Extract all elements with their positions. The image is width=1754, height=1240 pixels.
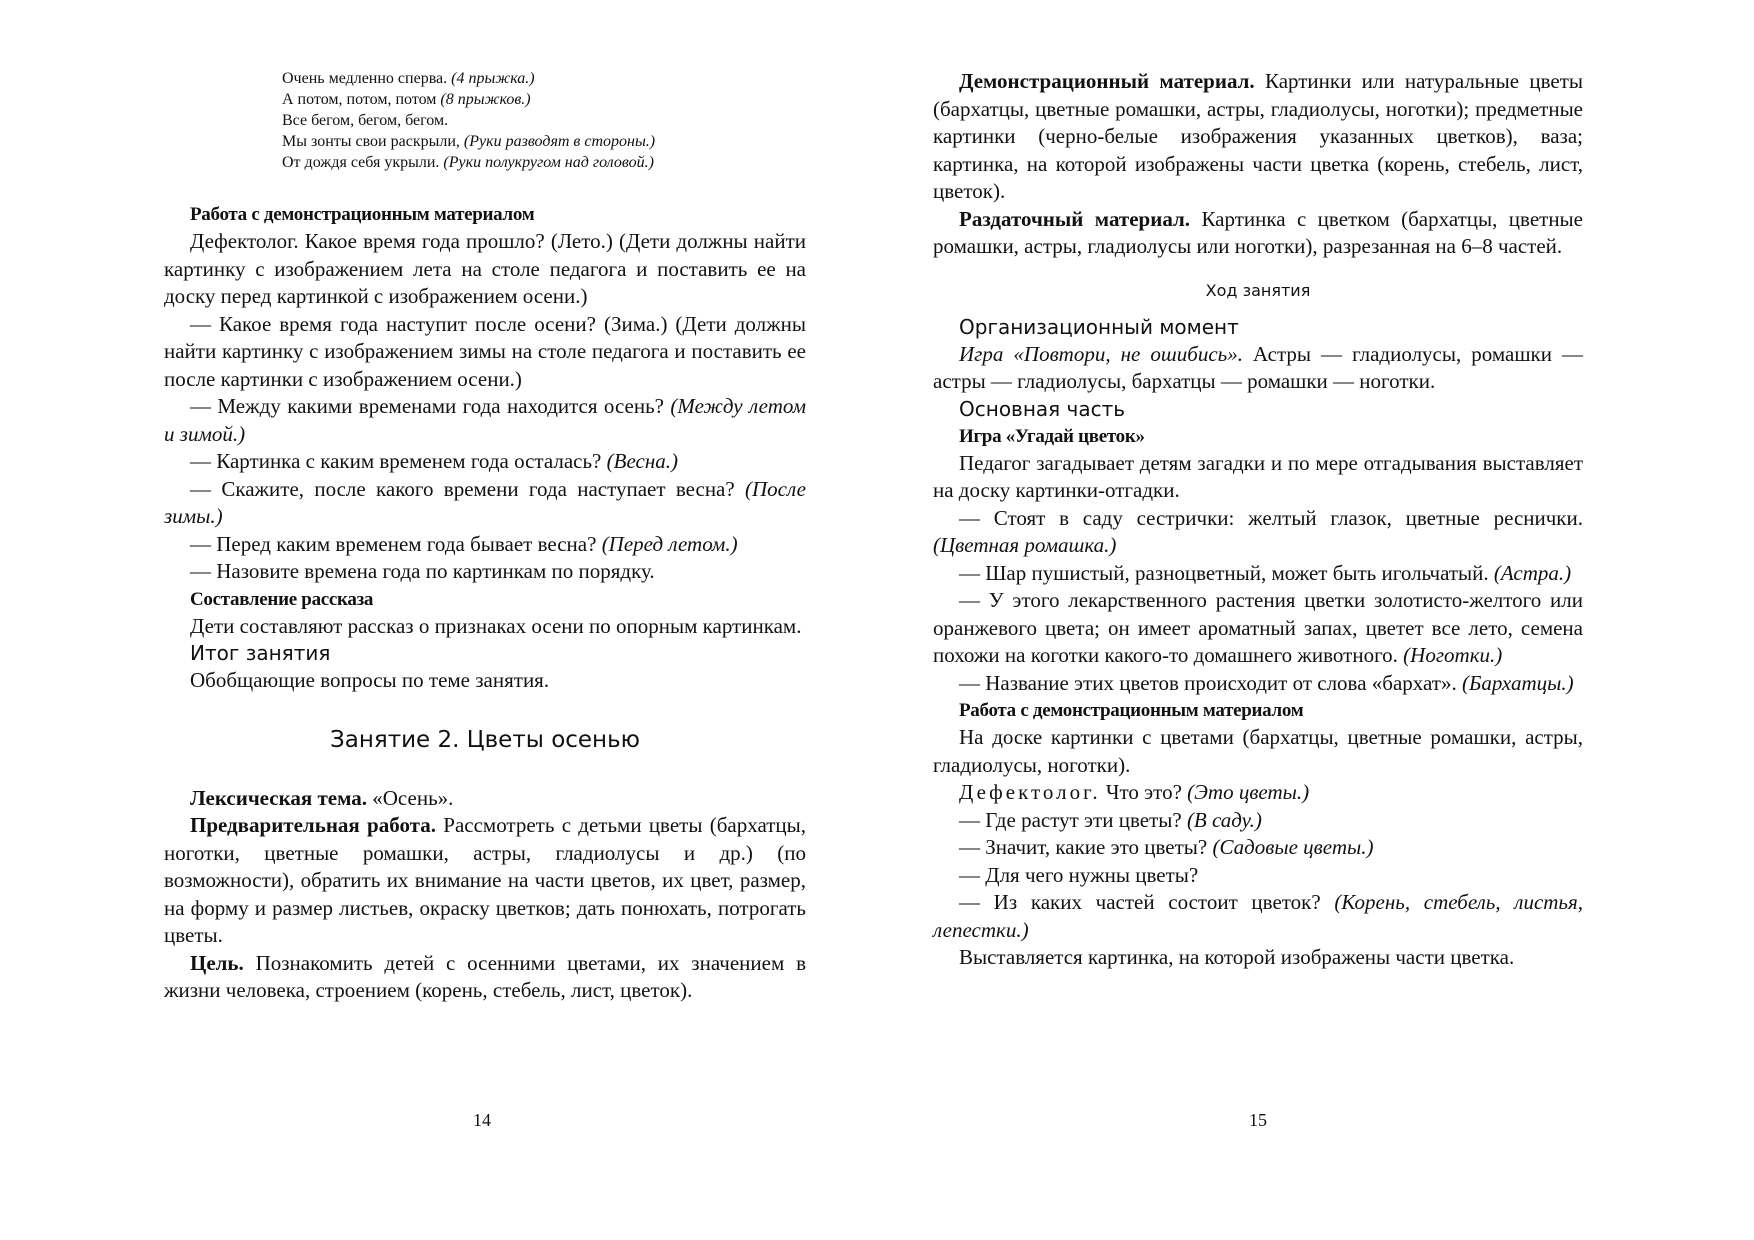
paragraph: — Значит, какие это цветы? (Садовые цветы.) <box>959 835 1374 859</box>
paragraph: — У этого лекарственного растения цветки золотисто-желтого или оранжевого цвета; он имеет ароматный запах, цветет все лето, семена похожи на коготки какого-то домашнего животного. (Ноготки.) <box>933 588 1583 667</box>
paragraph: — Картинка с каким временем года осталась? (Весна.) <box>190 449 678 473</box>
paragraph: Раздаточный материал. Картинка с цветком (бархатцы, цветные ромашки, астры, гладиолусы или ноготки), разрезанная на 6–8 частей. <box>933 206 1583 258</box>
paragraph: — Из каких частей состоит цветок? (Корень, стебель, листья, лепестки.) <box>933 890 1583 942</box>
paragraph: Цель. Познакомить детей с осенними цветами, их значением в жизни человека, строением (корень, стебель, лист, цветок). <box>164 950 806 1002</box>
paragraph: — Перед каким временем года бывает весна? (Перед летом.) <box>190 531 738 556</box>
verse-line: Очень медленно сперва. (4 прыжка.) <box>282 70 535 87</box>
verse-block <box>282 68 806 173</box>
section-heading: Составление рассказа <box>190 588 374 610</box>
paragraph: Выставляется картинка, на которой изображены части цветка. <box>959 945 1515 969</box>
left-page-column <box>164 68 806 1005</box>
paragraph: Дети составляют рассказ о признаках осени по опорным картинкам. <box>190 613 802 638</box>
paragraph: — Название этих цветов происходит от слова «бархат». (Бархатцы.) <box>959 670 1574 695</box>
paragraph: Обобщающие вопросы по теме занятия. <box>190 668 550 692</box>
paragraph: — Между какими временами года находится осень? (Между летом и зимой.) <box>164 394 806 446</box>
right-page <box>877 0 1754 1240</box>
paragraph: На доске картинки с цветами (бархатцы, цветные ромашки, астры, гладиолусы, ноготки). <box>933 725 1583 777</box>
paragraph: — Для чего нужны цветы? <box>959 862 1199 887</box>
verse-line: Все бегом, бегом, бегом. <box>282 112 449 129</box>
paragraph: — Назовите времена года по картинкам по порядку. <box>190 559 655 583</box>
section-heading: Основная часть <box>959 396 1126 421</box>
section-title: Ход занятия <box>1205 280 1311 300</box>
right-page-column <box>933 68 1583 972</box>
page-number: 14 <box>473 1110 491 1130</box>
section-heading: Игра «Угадай цветок» <box>959 425 1145 447</box>
paragraph: — Где растут эти цветы? (В саду.) <box>959 807 1262 832</box>
paragraph: Дефектолог. Что это? (Это цветы.) <box>959 780 1310 804</box>
paragraph: — Скажите, после какого времени года наступает весна? (После зимы.) <box>164 476 806 528</box>
chapter-title: Занятие 2. Цветы осенью <box>329 726 641 753</box>
paragraph: Предварительная работа. Рассмотреть с детьми цветы (бархатцы, ноготки, цветные ромашки, астры, гладиолусы и др.) (по возможности), обратить их внимание на части цветов, их цвет, размер, на форму и размер листьев, окраску цветков; дать понюхать, потрогать цветы. <box>164 813 806 947</box>
section-heading: Итог занятия <box>190 641 331 665</box>
section-heading: Работа с демонстрационным материалом <box>190 204 535 225</box>
paragraph: Лексическая тема. «Осень». <box>190 785 454 810</box>
section-heading: Работа с демонстрационным материалом <box>959 700 1304 721</box>
paragraph: — Стоят в саду сестрички: желтый глазок, цветные реснички. (Цветная ромашка.) <box>933 505 1583 557</box>
paragraph: — Какое время года наступит после осени? (Зима.) (Дети должны найти картинку с изображением зимы на столе педагога и поставить ее после картинки с изображением осени.) <box>164 311 806 391</box>
paragraph: Игра «Повтори, не ошибись». Астры — гладиолусы, ромашки — астры — гладиолусы, бархатцы — ромашки — ноготки. <box>933 341 1583 393</box>
paragraph: Демонстрационный материал. Картинки или натуральные цветы (бархатцы, цветные ромашки, астры, гладиолусы, ноготки); предметные картинки (черно-белые изображения указанных цветков), ваза; картинка, на которой изображены части цветка (корень, стебель, лист, цветок). <box>933 69 1583 203</box>
verse-line: Мы зонты свои раскрыли, (Руки разводят в стороны.) <box>282 133 656 150</box>
verse-line: А потом, потом, потом (8 прыжков.) <box>282 91 531 108</box>
paragraph: — Шар пушистый, разноцветный, может быть игольчатый. (Астра.) <box>959 560 1572 585</box>
paragraph: Дефектолог. Какое время года прошло? (Лето.) (Дети должны найти картинку с изображением лета на столе педагога и поставить ее на доску перед картинкой с изображением осени.) <box>164 229 806 308</box>
verse-line: От дождя себя укрыли. (Руки полукругом над головой.) <box>282 154 654 171</box>
page-number: 15 <box>1249 1110 1267 1130</box>
section-heading: Организационный момент <box>959 314 1239 339</box>
paragraph: Педагог загадывает детям загадки и по мере отгадывания выставляет на доску картинки-отгадки. <box>933 450 1583 502</box>
